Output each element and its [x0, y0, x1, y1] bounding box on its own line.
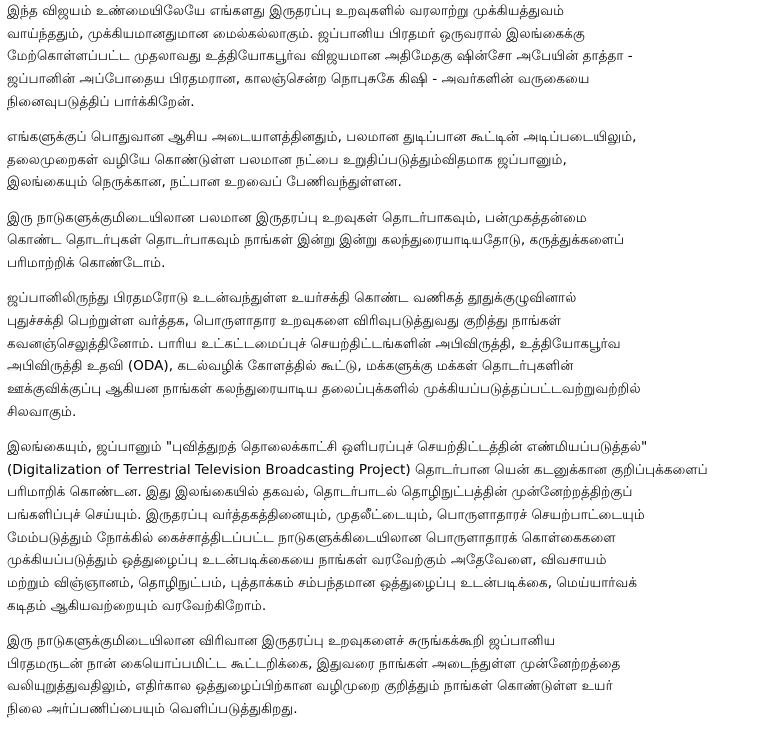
text-line: இலங்கையும், ஜப்பானும் "புவித்துறத் தொலைக்காட்சி ஒளிபரப்புச் செயற்திட்டத்தின் எண்மியப்படுத்தல்"	[7, 438, 648, 455]
text-line: புதுச்சக்தி பெற்றுள்ள வர்த்தக, பொருளாதார உறவுகளை விரிவுபடுத்துவது குறித்து நாங்கள்	[7, 312, 561, 329]
paragraph-6	[7, 630, 755, 721]
paragraph-4	[7, 287, 755, 423]
text-line: சிலவாகும்.	[7, 403, 77, 420]
paragraph-2	[7, 126, 755, 194]
text-line: இலங்கையும் நெருக்கான, நட்பான உறவைப் பேணிவந்துள்ளன.	[7, 174, 402, 191]
text-line: தலைமுறைகள் வழியே கொண்டுள்ள பலமான நட்பை உறுதிப்படுத்தும்விதமாக ஜப்பானும்,	[7, 151, 567, 168]
text-line: (Digitalization of Terrestrial Television Broadcasting Project) தொடர்பான யென் கடனுக்கான குறிப்புக்களைப்	[7, 461, 708, 478]
text-line: கவனஞ்செலுத்தினோம். பாரிய உட்கட்டமைப்புச் செயற்திட்டங்களின் அபிவிருத்தி, உத்தியோகபூர்வ	[7, 335, 621, 352]
text-line: பிரதமருடன் நான் கையொப்பமிட்ட கூட்டறிக்கை, இதுவரை நாங்கள் அடைந்துள்ள முன்னேற்றத்தை	[7, 655, 621, 672]
text-line: இந்த விஜயம் உண்மையிலேயே எங்களது இருதரப்பு உறவுகளில் வரலாற்று முக்கியத்துவம்	[7, 3, 565, 19]
text-line: பரிமாற்றிக் கொண்டோம்.	[7, 255, 166, 272]
paragraph-5	[7, 436, 755, 618]
text-line: நிலை அர்ப்பணிப்பையும் வெளிப்படுத்துகிறது.	[7, 701, 298, 718]
text-line: மேம்படுத்தும் நோக்கில் கைச்சாத்திடப்பட்ட நாடுகளுக்கிடையிலான பொருளாதாரக் கொள்கைகளை	[7, 529, 616, 546]
text-line: ஜப்பானின் அப்போதைய பிரதமரான, காலஞ்சென்ற நொபுசுகே கிஷி - அவர்களின் வருகையை	[7, 71, 590, 88]
document-body	[7, 0, 755, 733]
text-line: ஊக்குவிக்குப்பு ஆகியன நாங்கள் கலந்துரையாடிய தலைப்புக்களில் முக்கியப்படுத்தப்பட்டவற்றுவற்றில்	[7, 381, 641, 398]
paragraph-1	[7, 0, 755, 114]
text-line: அபிவிருத்தி உதவி (ODA), கடல்வழிக் கோளத்தில் கூட்டு, மக்களுக்கு மக்கள் தொடர்புகளின்	[7, 358, 574, 375]
text-line: எங்களுக்குப் பொதுவான ஆசிய அடையாளத்தினதும், பலமான துடிப்பான கூட்டின் அடிப்படையிலும்,	[7, 129, 637, 146]
text-line: முக்கியப்படுத்தும் ஒத்துழைப்பு உடன்படிக்கையை நாங்கள் வரவேற்கும் அதேவேளை, விவசாயம்	[7, 552, 607, 569]
text-line: மேற்கொள்ளப்பட்ட முதலாவது உத்தியோகபூர்வ விஜயமான அதிமேதகு ஷின்சோ அபேயின் தாத்தா -	[7, 48, 633, 65]
text-line: இரு நாடுகளுக்குமிடையிலான பலமான இருதரப்பு உறவுகள் தொடர்பாகவும், பன்முகத்தன்மை	[7, 209, 587, 226]
text-line: ஜப்பானிலிருந்து பிரதமரோடு உடன்வந்துள்ள உயர்சக்தி கொண்ட வணிகத் தூதுக்குழுவினால்	[7, 290, 577, 307]
text-line: வலியுறுத்துவதிலும், எதிர்கால ஒத்துழைப்பிற்கான வழிமுறை குறித்தும் நாங்கள் கொண்டுள்ள உயர்	[7, 678, 613, 695]
text-line: மற்றும் விஞ்ஞானம், தொழிநுட்பம், புத்தாக்கம் சம்பந்தமான ஒத்துழைப்பு உடன்படிக்கை, மெய்யார்வக்	[7, 575, 638, 592]
text-line: கடிதம் ஆகியவற்றையும் வரவேற்கிறோம்.	[7, 597, 267, 614]
text-line: கொண்ட தொடர்புகள் தொடர்பாகவும் நாங்கள் இன்று இன்று கலந்துரையாடியதோடு, கருத்துக்களைப்	[7, 232, 625, 249]
paragraph-3	[7, 207, 755, 275]
text-line: பரிமாறிக் கொண்டன. இது இலங்கையில் தகவல், தொடர்பாடல் தொழிநுட்பத்தின் முன்னேற்றத்திற்குப்	[7, 484, 633, 501]
text-line: இரு நாடுகளுக்குமிடையிலான விரிவான இருதரப்பு உறவுகளைச் சுருங்கக்கூறி ஜப்பானிய	[7, 633, 556, 650]
text-line: பங்களிப்புச் செய்யும். இருதரப்பு வர்த்தகத்தினையும், முதலீட்டையும், பொருளாதாரச் செயற்பாட்டையும்	[7, 507, 645, 524]
text-line: நினைவுபடுத்திப் பார்க்கிறேன்.	[7, 93, 195, 110]
text-line: வாய்ந்ததும், முக்கியமானதுமான மைல்கல்லாகும். ஜப்பானிய பிரதமர் ஒருவரால் இலங்கைக்கு	[7, 25, 585, 42]
